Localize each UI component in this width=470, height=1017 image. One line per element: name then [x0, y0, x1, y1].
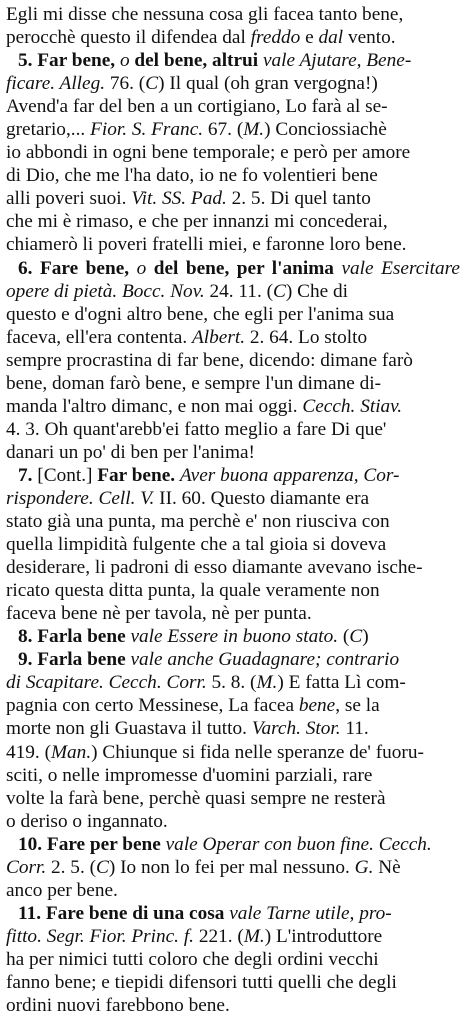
entry-text: 4. 3. Oh quant'arebb'ei fatto meglio a fare Di que' danari un po' di ben per l'anima!: [6, 418, 387, 463]
italic-text: C: [96, 856, 109, 878]
italic-text: freddo: [250, 27, 301, 49]
entry-text: 5. 8. (: [206, 672, 257, 694]
dictionary-entry: [6, 49, 460, 256]
entry-text: 11. 419. (: [6, 718, 369, 763]
entry-number: 10.: [18, 833, 47, 855]
entry-text: 2. 5. Di quel tanto che mi è rimaso, e che per innanzi mi concederai, chiamerò li poveri fratelli miei, e faronne loro bene.: [6, 188, 407, 256]
entry-text: ) Chiunque si fida nelle speranze de' fuoru- sciti, o nelle impromesse d'uomini parziali, rare volte la farà bene, perchè quasi sempre ne resterà o deriso o ingannato.: [6, 741, 424, 832]
entry-text: Egli mi disse che nessuna cosa gli facea tanto bene, perocchè questo il difendea dal: [6, 4, 404, 49]
dictionary-entry: [6, 902, 460, 1017]
italic-text: o: [119, 50, 130, 72]
entry-text: 221. (: [194, 925, 244, 947]
italic-text: Vit. SS. Pad.: [131, 188, 227, 210]
entry-lemma: Farla bene: [37, 649, 131, 671]
entry-text: ): [362, 626, 369, 648]
italic-text: vale Esercitare opere di pietà. Bocc. Nov.: [6, 257, 460, 302]
italic-text: Fior. S. Franc.: [90, 119, 204, 141]
entry-lemma: Fare bene di una cosa: [45, 902, 230, 924]
italic-text: M.: [243, 925, 265, 947]
italic-text: C: [145, 73, 159, 95]
entry-text: ) E fatta Lì com- pagnia con certo Messinese, La facea: [6, 672, 406, 717]
entry-lemma: del bene, altrui: [129, 50, 263, 72]
entry-number: 8.: [18, 626, 38, 648]
italic-text: Man.: [50, 741, 92, 763]
entry-number: 7.: [18, 464, 38, 486]
italic-text: M.: [256, 672, 278, 694]
entry-text: 24. 11. (: [204, 280, 274, 302]
italic-text: M.: [243, 119, 265, 141]
dictionary-entry: [6, 648, 460, 832]
entry-text: Nè anco per bene.: [6, 856, 401, 901]
entry-text: ) Io non lo fei per mal nessuno.: [108, 856, 355, 878]
entry-number: 5.: [18, 50, 38, 72]
entry-text: vento.: [343, 27, 396, 49]
italic-text: bene: [298, 695, 336, 717]
entry-number: 9.: [18, 649, 38, 671]
dictionary-entry: [6, 3, 460, 49]
italic-text: G.: [354, 856, 374, 878]
italic-text: vale Essere in buono stato.: [130, 626, 339, 648]
entry-text: ) Conciossiachè io abbondi in ogni bene temporale; e però per amore di Dio, che me l'ha dato, io ne fo volentieri bene alli poveri suoi.: [6, 119, 411, 210]
italic-text: Varch. Stor.: [251, 718, 341, 740]
entry-text: 2. 64. Lo stolto sempre procrastina di far bene, dicendo: dimane farò bene, doman farò bene, e sempre l'un dimane di- manda l'altro dimanc, e non mai oggi.: [6, 326, 413, 417]
entry-text: e: [300, 27, 319, 49]
entry-lemma: Farla bene: [37, 626, 131, 648]
dictionary-entry: [6, 464, 460, 625]
italic-text: o: [136, 257, 147, 279]
entry-number: 6.: [18, 257, 40, 279]
italic-text: vale Tarne utile, pro- fitto. Segr. Fior. Princ. f.: [6, 902, 392, 947]
entry-lemma: del bene, per l'anima: [146, 257, 342, 279]
dictionary-entry: [6, 625, 460, 648]
entry-lemma: Fare bene,: [39, 257, 137, 279]
entry-number: 11.: [18, 902, 46, 924]
italic-text: Aver buona apparenza, Cor- rispondere. Cell. V.: [6, 464, 400, 509]
italic-text: vale anche Guadagnare; contrario di Scapitare. Cecch. Corr.: [6, 649, 400, 694]
dictionary-entry: [6, 833, 460, 902]
italic-text: Cecch. Stiav.: [302, 395, 403, 417]
entry-lemma: Fare per bene: [46, 833, 166, 855]
entry-text: ) Che di questo e d'ogni altro bene, che egli per l'anima sua faceva, ell'era contenta.: [6, 280, 395, 348]
entry-text: [Cont.]: [37, 464, 98, 486]
entry-text: 76. (: [105, 73, 146, 95]
dictionary-entry: [6, 257, 460, 464]
entry-text: , se la morte non gli Guastava il tutto.: [6, 695, 380, 740]
italic-text: dal: [318, 27, 344, 49]
entry-text: 67. (: [203, 119, 244, 141]
entry-lemma: Far bene,: [37, 50, 120, 72]
entry-lemma: Far bene.: [97, 464, 180, 486]
entry-text: ) Il qual (oh gran vergogna!) Avend'a far del ben a un cortigiano, Lo farà al se- gretario,...: [6, 73, 388, 141]
entry-text: II. 60. Questo diamante era stato già una punta, ma perchè e' non riusciva con quella limpidità fulgente che a tal gioia si doveva desiderare, li padroni di esso diamante avevano ische- ricato questa ditta punta, la quale veramente non faceva bene nè per tavola, nè per punta.: [6, 487, 423, 625]
italic-text: vale Operar con buon fine. Cecch. Corr.: [6, 833, 432, 878]
entry-list: [6, 3, 460, 1017]
italic-text: Albert.: [192, 326, 246, 348]
entry-text: 2. 5. (: [46, 856, 97, 878]
italic-text: C: [273, 280, 286, 302]
entry-text: ) L'introduttore ha per nimici tutti coloro che degli ordini vecchi fanno bene; e tiepidi difensori tutti quelli che degli ordini nuovi farebbono bene.: [6, 925, 397, 1017]
entry-text: (: [338, 626, 350, 648]
italic-text: C: [349, 626, 363, 648]
italic-text: vale Ajutare, Bene- ficare. Alleg.: [6, 50, 412, 95]
